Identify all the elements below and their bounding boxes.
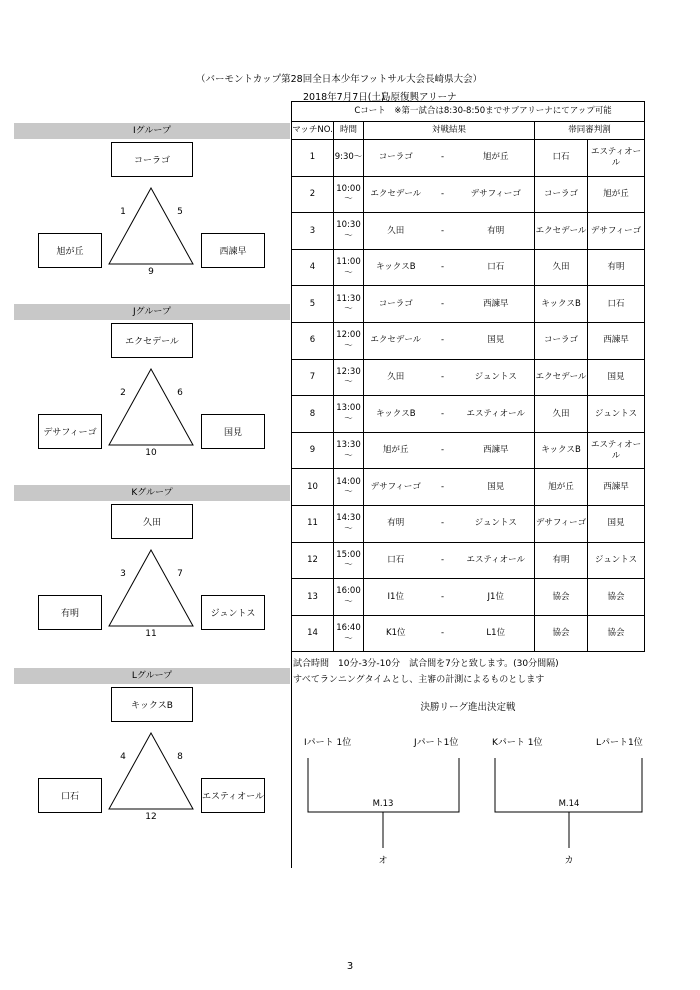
match-home-team: コーラゴ <box>364 286 428 323</box>
event-venue: 島原復興アリーナ <box>381 92 457 103</box>
match-home-team: 有明 <box>364 505 428 542</box>
match-time: 10:30～ <box>334 213 364 250</box>
match-referee-2: 国見 <box>588 359 645 396</box>
match-referee-2: 協会 <box>588 579 645 616</box>
match-separator: - <box>428 176 458 213</box>
match-referee-2: 西諫早 <box>588 469 645 506</box>
match-time: 12:30～ <box>334 359 364 396</box>
match-home-team: 久田 <box>364 359 428 396</box>
group-num-bottom: 10 <box>145 448 157 458</box>
match-away-team: L1位 <box>458 615 535 652</box>
bracket-title: 決勝リーグ進出決定戦 <box>420 702 516 713</box>
timing-rules-note: すべてランニングタイムとし、主審の計測によるものとします <box>293 675 545 685</box>
match-no: 7 <box>292 359 334 396</box>
match-separator: - <box>428 505 458 542</box>
match-referee-2: エスティオール <box>588 140 645 177</box>
group-num-left: 3 <box>120 569 126 579</box>
match-away-team: デサフィーゴ <box>458 176 535 213</box>
match-referee-2: 旭が丘 <box>588 176 645 213</box>
match-time: 14:00～ <box>334 469 364 506</box>
match-home-team: キックスB <box>364 396 428 433</box>
match-referee-2: 国見 <box>588 505 645 542</box>
group-team-left: 旭が丘 <box>38 233 102 268</box>
bracket-left-a: Iパート 1位 <box>304 738 352 748</box>
match-referee-1: コーラゴ <box>535 322 588 359</box>
bracket-right-b: Lパート1位 <box>596 738 643 748</box>
match-no: 14 <box>292 615 334 652</box>
match-time: 15:00～ <box>334 542 364 579</box>
match-no: 6 <box>292 322 334 359</box>
match-home-team: I1位 <box>364 579 428 616</box>
match-away-team: 有明 <box>458 213 535 250</box>
group-team-right: エスティオール <box>201 778 265 813</box>
match-no: 12 <box>292 542 334 579</box>
bracket-right-match: M.14 <box>558 799 580 809</box>
group-team-right: 国見 <box>201 414 265 449</box>
group-title: Kグループ <box>14 485 290 501</box>
match-separator: - <box>428 322 458 359</box>
group-team-right: ジュントス <box>201 595 265 630</box>
group-team-top: コーラゴ <box>111 142 193 177</box>
match-time: 10:00～ <box>334 176 364 213</box>
match-no: 13 <box>292 579 334 616</box>
bracket-left-b: Jパート1位 <box>414 738 459 748</box>
match-referee-2: ジュントス <box>588 396 645 433</box>
group-num-left: 4 <box>120 752 126 762</box>
match-time: 12:00～ <box>334 322 364 359</box>
group-team-right: 西諫早 <box>201 233 265 268</box>
group-team-left: 口石 <box>38 778 102 813</box>
group-num-left: 2 <box>120 388 126 398</box>
match-referee-2: エスティオール <box>588 432 645 469</box>
match-separator: - <box>428 286 458 323</box>
match-referee-2: 有明 <box>588 249 645 286</box>
match-referee-1: キックスB <box>535 432 588 469</box>
match-away-team: 国見 <box>458 322 535 359</box>
match-home-team: コーラゴ <box>364 140 428 177</box>
match-referee-1: キックスB <box>535 286 588 323</box>
match-home-team: 久田 <box>364 213 428 250</box>
match-separator: - <box>428 213 458 250</box>
match-referee-1: 協会 <box>535 615 588 652</box>
match-no: 1 <box>292 140 334 177</box>
match-away-team: 西諫早 <box>458 432 535 469</box>
event-date: 2018年7月7日(土) <box>303 92 385 103</box>
match-separator: - <box>428 396 458 433</box>
match-referee-1: 旭が丘 <box>535 469 588 506</box>
group-num-right: 7 <box>177 569 183 579</box>
group-num-bottom: 9 <box>148 267 154 277</box>
match-home-team: 旭が丘 <box>364 432 428 469</box>
match-home-team: キックスB <box>364 249 428 286</box>
match-away-team: エスティオール <box>458 542 535 579</box>
bracket-right-result: カ <box>564 856 574 866</box>
col-header-time: 時間 <box>334 122 364 140</box>
match-home-team: K1位 <box>364 615 428 652</box>
match-referee-1: 有明 <box>535 542 588 579</box>
match-time: 13:00～ <box>334 396 364 433</box>
match-home-team: エクセデール <box>364 322 428 359</box>
match-no: 4 <box>292 249 334 286</box>
match-referee-1: 協会 <box>535 579 588 616</box>
col-header-match-no: マッチNO. <box>292 122 334 140</box>
match-referee-1: コーラゴ <box>535 176 588 213</box>
group-num-right: 5 <box>177 207 183 217</box>
match-rules-note: 試合時間 10分-3分-10分 試合間を7分と致します。(30分間隔) <box>293 659 559 669</box>
match-referee-1: エクセデール <box>535 359 588 396</box>
match-away-team: エスティオール <box>458 396 535 433</box>
match-separator: - <box>428 615 458 652</box>
match-no: 8 <box>292 396 334 433</box>
col-header-referee: 帯同審判割 <box>535 122 645 140</box>
match-no: 10 <box>292 469 334 506</box>
group-num-bottom: 11 <box>145 629 157 639</box>
match-referee-2: 口石 <box>588 286 645 323</box>
match-separator: - <box>428 432 458 469</box>
group-team-top: キックスB <box>111 687 193 722</box>
match-referee-2: 西諫早 <box>588 322 645 359</box>
match-away-team: ジュントス <box>458 505 535 542</box>
match-referee-2: デサフィーゴ <box>588 213 645 250</box>
match-time: 13:30～ <box>334 432 364 469</box>
group-num-bottom: 12 <box>145 812 157 822</box>
match-referee-1: 久田 <box>535 396 588 433</box>
match-away-team: ジュントス <box>458 359 535 396</box>
match-time: 16:40～ <box>334 615 364 652</box>
page-number: 3 <box>346 961 354 972</box>
group-num-right: 8 <box>177 752 183 762</box>
match-separator: - <box>428 249 458 286</box>
match-referee-1: 久田 <box>535 249 588 286</box>
match-away-team: J1位 <box>458 579 535 616</box>
group-title: Iグループ <box>14 123 290 139</box>
match-away-team: 口石 <box>458 249 535 286</box>
group-team-left: デサフィーゴ <box>38 414 102 449</box>
match-away-team: 西諫早 <box>458 286 535 323</box>
match-referee-2: 協会 <box>588 615 645 652</box>
match-separator: - <box>428 542 458 579</box>
match-away-team: 旭が丘 <box>458 140 535 177</box>
match-referee-1: デサフィーゴ <box>535 505 588 542</box>
group-team-top: エクセデール <box>111 323 193 358</box>
match-time: 9:30～ <box>334 140 364 177</box>
col-header-result: 対戦結果 <box>364 122 535 140</box>
court-note: Cコート ※第一試合は8:30-8:50までサブアリーナにてアップ可能 <box>292 102 645 122</box>
match-home-team: デサフィーゴ <box>364 469 428 506</box>
match-separator: - <box>428 579 458 616</box>
match-away-team: 国見 <box>458 469 535 506</box>
group-team-left: 有明 <box>38 595 102 630</box>
match-no: 11 <box>292 505 334 542</box>
match-referee-1: エクセデール <box>535 213 588 250</box>
match-home-team: 口石 <box>364 542 428 579</box>
match-time: 14:30～ <box>334 505 364 542</box>
match-referee-1: 口石 <box>535 140 588 177</box>
bracket-right-a: Kパート 1位 <box>492 738 543 748</box>
match-time: 11:30～ <box>334 286 364 323</box>
group-title: Lグループ <box>14 668 290 684</box>
competition-title: （バーモントカップ第28回全日本少年フットサル大会長崎県大会） <box>196 74 483 85</box>
group-num-right: 6 <box>177 388 183 398</box>
match-no: 3 <box>292 213 334 250</box>
match-no: 5 <box>292 286 334 323</box>
match-time: 11:00～ <box>334 249 364 286</box>
group-title: Jグループ <box>14 304 290 320</box>
match-separator: - <box>428 469 458 506</box>
match-no: 9 <box>292 432 334 469</box>
match-home-team: エクセデール <box>364 176 428 213</box>
group-team-top: 久田 <box>111 504 193 539</box>
match-separator: - <box>428 359 458 396</box>
match-separator: - <box>428 140 458 177</box>
bracket-left-match: M.13 <box>372 799 394 809</box>
group-num-left: 1 <box>120 207 126 217</box>
match-referee-2: ジュントス <box>588 542 645 579</box>
bracket-left-result: オ <box>378 856 388 866</box>
match-time: 16:00～ <box>334 579 364 616</box>
match-no: 2 <box>292 176 334 213</box>
